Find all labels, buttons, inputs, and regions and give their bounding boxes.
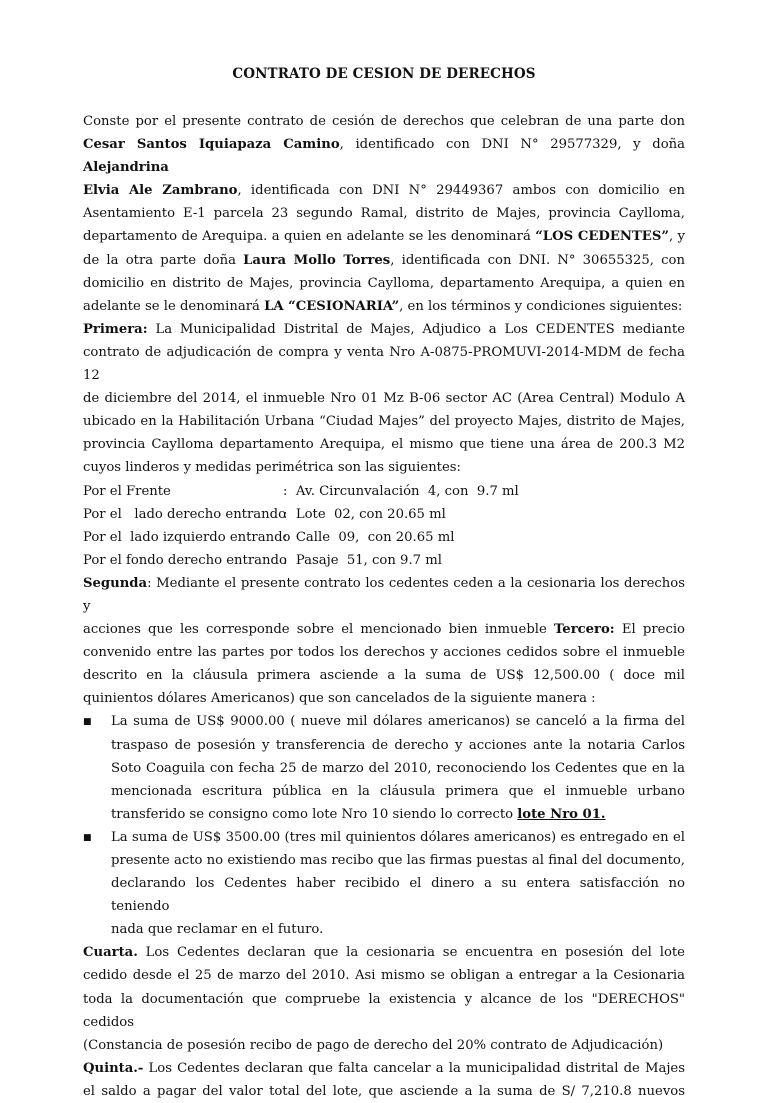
text-line: contrato de adjudicación de compra y venta Nro A-0875-PROMUVI-2014-MDM de fecha 12 bbox=[83, 344, 685, 384]
boundary-side: Por el fondo derecho entrando bbox=[83, 552, 287, 568]
document-title: CONTRATO DE CESION DE DERECHOS bbox=[232, 66, 536, 82]
payment-list bbox=[83, 710, 685, 941]
text-line: declarando los Cedentes haber recibido el dinero a su entera satisfacción no teniendo bbox=[111, 876, 685, 915]
text-line: acciones que les corresponde sobre el mencionado bien inmueble Tercero: El precio bbox=[83, 622, 685, 638]
text-line: toda la documentación que compruebe la existencia y alcance de los "DERECHOS" cedidos bbox=[83, 991, 685, 1030]
text-line: cuyos linderos y medidas perimétrica son las siguientes: bbox=[83, 460, 462, 476]
boundary-side: Por el lado derecho entrando bbox=[83, 506, 287, 522]
boundary-side: Por el lado izquierdo entrando bbox=[83, 529, 291, 545]
text-line: La suma de US$ 3500.00 (tres mil quinientos dólares americanos) es entregado en el bbox=[111, 829, 685, 845]
lot-number: lote Nro 01. bbox=[517, 806, 606, 822]
boundary-value: : Calle 09, con 20.65 ml bbox=[283, 529, 455, 545]
text-line: Asentamiento E-1 parcela 23 segundo Ramal, distrito de Majes, provincia Caylloma, bbox=[83, 206, 685, 222]
boundary-side: Por el Frente bbox=[83, 483, 171, 499]
text-line: traspaso de posesión y transferencia de derecho y acciones ante la notaria Carlos bbox=[111, 737, 685, 753]
intro-paragraph bbox=[83, 110, 685, 318]
text-line: Primera: La Municipalidad Distrital de Majes, Adjudico a Los CEDENTES mediante bbox=[83, 321, 685, 337]
clause-cuarta bbox=[83, 941, 685, 1056]
text-line: quinientos dólares Americanos) que son cancelados de la siguiente manera : bbox=[83, 691, 596, 707]
boundary-row bbox=[83, 526, 685, 549]
text-line: (Constancia de posesión recibo de pago de derecho del 20% contrato de Adjudicación) bbox=[83, 1037, 664, 1053]
text-line: cedido desde el 25 de marzo del 2010. Asi mismo se obligan a entregar a la Cesionaria bbox=[83, 968, 685, 984]
text-line: departamento de Arequipa. a quien en adelante se les denominará “LOS CEDENTES”, y bbox=[83, 229, 685, 245]
text-line: presente acto no existiendo mas recibo que las firmas puestas al final del documento, bbox=[111, 853, 685, 868]
boundary-value: : Av. Circunvalación 4, con 9.7 ml bbox=[283, 483, 519, 499]
clause-label: Primera: bbox=[83, 321, 148, 337]
text-line: de la otra parte doña Laura Mollo Torres, identificada con DNI. N° 30655325, con bbox=[83, 252, 685, 268]
text-line: La suma de US$ 9000.00 ( nueve mil dólares americanos) se canceló a la firma del bbox=[111, 714, 685, 730]
text-line: Quinta.- Los Cedentes declaran que falta cancelar a la municipalidad distrital de Majes bbox=[83, 1060, 685, 1076]
party-name: Laura Mollo Torres bbox=[243, 252, 391, 268]
party-name: Elvia Ale Zambrano bbox=[83, 183, 238, 199]
text-line: ubicado en la Habilitación Urbana “Ciudad Majes” del proyecto Majes, distrito de Majes, bbox=[83, 414, 685, 430]
boundary-value: : Pasaje 51, con 9.7 ml bbox=[283, 552, 442, 568]
clause-label: Tercero: bbox=[554, 622, 615, 638]
text-line: mencionada escritura pública en la cláusula primera que el inmueble urbano bbox=[111, 783, 685, 799]
text-line: domicilio en distrito de Majes, provincia Caylloma, departamento Arequipa, a quien en bbox=[83, 275, 685, 291]
boundary-value: : Lote 02, con 20.65 ml bbox=[283, 506, 446, 522]
boundary-row bbox=[83, 549, 685, 572]
text-line: Cuarta. Los Cedentes declaran que la cesionaria se encuentra en posesión del lote bbox=[83, 945, 685, 961]
text-line: descrito en la cláusula primera asciende a la suma de US$ 12,500.00 ( doce mil bbox=[83, 668, 685, 684]
party-name: Cesar Santos Iquiapaza Camino bbox=[83, 137, 340, 153]
document-body bbox=[83, 110, 685, 1103]
party-designation: “LOS CEDENTES” bbox=[535, 229, 669, 245]
text-line: Soto Coaguila con fecha 25 de marzo del 2010, reconociendo los Cedentes que en la bbox=[111, 760, 685, 776]
clause-label: Cuarta. bbox=[83, 945, 138, 961]
boundaries-list bbox=[83, 480, 685, 572]
text-line: adelante se le denominará LA “CESIONARIA”, en los términos y condiciones siguientes: bbox=[83, 298, 683, 314]
text-line: Cesar Santos Iquiapaza Camino, identificado con DNI N° 29577329, y doña Alejandrina bbox=[83, 137, 685, 176]
boundary-row bbox=[83, 480, 685, 503]
list-item bbox=[83, 826, 685, 941]
text-line: Segunda: Mediante el presente contrato los cedentes ceden a la cesionaria los derechos y bbox=[83, 575, 685, 614]
text-line: de diciembre del 2014, el inmueble Nro 01 Mz B-06 sector AC (Area Central) Modulo A bbox=[83, 391, 685, 407]
text-line: convenido entre las partes por todos los derechos y acciones cedidos sobre el inmueble bbox=[83, 645, 685, 661]
text-line: transferido se consigno como lote Nro 10 siendo lo correcto lote Nro 01. bbox=[111, 806, 606, 822]
text-line: Elvia Ale Zambrano, identificada con DNI N° 29449367 ambos con domicilio en bbox=[83, 183, 685, 199]
boundary-row bbox=[83, 503, 685, 526]
text-line: provincia Caylloma departamento Arequipa, el mismo que tiene una área de 200.3 M2 bbox=[83, 437, 685, 453]
text-line: Conste por el presente contrato de cesión de derechos que celebran de una parte don bbox=[83, 114, 685, 129]
clause-label: Segunda bbox=[83, 575, 148, 591]
clause-primera bbox=[83, 318, 685, 480]
list-item bbox=[83, 710, 685, 825]
text-line: el saldo a pagar del valor total del lote, que asciende a la suma de S/ 7,210.8 nuevos bbox=[83, 1083, 685, 1099]
party-name: Alejandrina bbox=[83, 160, 169, 176]
text-line: nada que reclamar en el futuro. bbox=[111, 922, 324, 938]
bullet-icon: ■ bbox=[83, 832, 92, 843]
clause-label: Quinta.- bbox=[83, 1060, 144, 1076]
bullet-icon: ■ bbox=[83, 717, 92, 728]
clause-quinta bbox=[83, 1057, 685, 1103]
party-designation: LA “CESIONARIA” bbox=[264, 298, 400, 314]
clause-segunda bbox=[83, 572, 685, 711]
